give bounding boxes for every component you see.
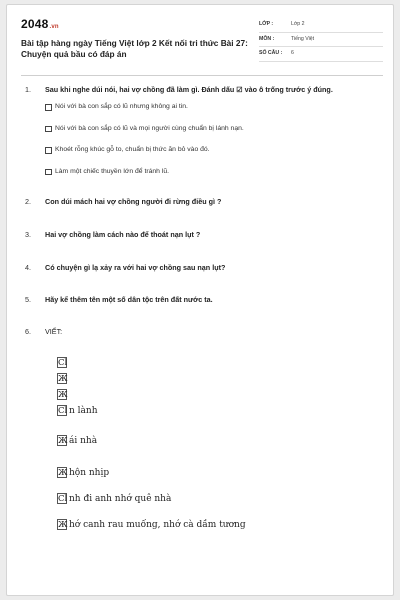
meta-value: Lớp 2	[291, 21, 305, 27]
question-number: 5.	[25, 295, 31, 304]
glyph-box: Cl	[58, 357, 68, 368]
writing-text: hộn nhịp	[69, 467, 110, 478]
document-title: Bài tập hàng ngày Tiếng Việt lớp 2 Kết nối tri thức Bài 27: Chuyện quả bầu có đáp án	[21, 38, 248, 59]
option-item[interactable]	[45, 168, 375, 190]
question-text: VIẾT:	[45, 327, 63, 336]
meta-row-class	[259, 18, 383, 33]
option-label: Nói với bà con sắp có lũ nhưng không ai tin.	[55, 103, 188, 110]
meta-label: LỚP :	[259, 21, 274, 27]
option-label: Khoét rỗng khúc gỗ to, chuẩn bị thức ăn bỏ vào đó.	[55, 146, 210, 153]
writing-text: hớ canh rau muống, nhớ cà dầm tương	[69, 519, 246, 530]
glyph-box: Cl	[58, 493, 68, 504]
glyph-box: Ж	[58, 519, 68, 530]
glyph-box: Ж	[58, 373, 68, 384]
writing-line[interactable]	[57, 514, 246, 528]
question-number: 4.	[25, 263, 31, 272]
question-number: 6.	[25, 327, 31, 336]
writing-text: ái nhà	[69, 435, 98, 446]
worksheet-header	[21, 15, 383, 70]
question-text: Sau khi nghe dúi nói, hai vợ chồng đã làm gì. Đánh dấu ☑ vào ô trống trước ý đúng.	[45, 85, 333, 94]
option-label: Làm một chiếc thuyền lớn để tránh lũ.	[55, 167, 170, 175]
question-text: Con dúi mách hai vợ chồng người đi rừng điều gì ?	[45, 197, 222, 206]
writing-line[interactable]	[57, 400, 98, 414]
writing-line[interactable]	[57, 430, 97, 444]
writing-text: nh đi anh nhớ quê nhà	[69, 493, 172, 504]
writing-line[interactable]	[57, 462, 109, 476]
question-number: 1.	[25, 85, 31, 94]
writing-line[interactable]	[57, 384, 69, 398]
glyph-box: Ж	[58, 435, 68, 446]
writing-text: n lành	[69, 405, 98, 416]
checkbox[interactable]	[45, 169, 52, 176]
meta-row-question-count	[259, 47, 383, 62]
header-divider	[21, 75, 383, 76]
meta-label: MÔN :	[259, 35, 275, 42]
writing-line[interactable]	[57, 368, 69, 382]
worksheet-page	[6, 4, 394, 596]
question-1-options	[45, 103, 375, 189]
glyph-box: Cl	[58, 405, 68, 416]
site-logo[interactable]	[21, 17, 59, 31]
checkbox[interactable]	[45, 147, 52, 154]
question-number: 3.	[25, 230, 31, 239]
glyph-box: Ж	[58, 467, 68, 478]
meta-value: Tiếng Việt	[291, 35, 315, 42]
meta-value: 6	[291, 50, 294, 56]
logo-suffix: .vn	[49, 24, 59, 30]
question-text: Hai vợ chồng làm cách nào để thoát nạn lụt ?	[45, 230, 201, 239]
writing-line[interactable]	[57, 352, 69, 366]
writing-line[interactable]	[57, 488, 171, 502]
checkbox[interactable]	[45, 104, 52, 111]
question-text: Có chuyện gì lạ xảy ra với hai vợ chồng sau nạn lụt?	[45, 263, 226, 272]
glyph-box: Ж	[58, 389, 68, 400]
logo-text: 2048	[21, 17, 49, 31]
question-number: 2.	[25, 197, 31, 206]
option-item[interactable]	[45, 146, 375, 168]
option-item[interactable]	[45, 103, 375, 125]
question-text: Hãy kể thêm tên một số dân tộc trên đất nước ta.	[45, 295, 213, 304]
meta-info-table	[259, 18, 383, 62]
checkbox[interactable]	[45, 126, 52, 133]
meta-row-subject	[259, 33, 383, 48]
meta-label: SỐ CÂU :	[259, 50, 283, 56]
option-item[interactable]	[45, 125, 375, 147]
option-label: Nói với bà con sắp có lũ và mọi người cùng chuẩn bị lánh nạn.	[55, 124, 244, 132]
